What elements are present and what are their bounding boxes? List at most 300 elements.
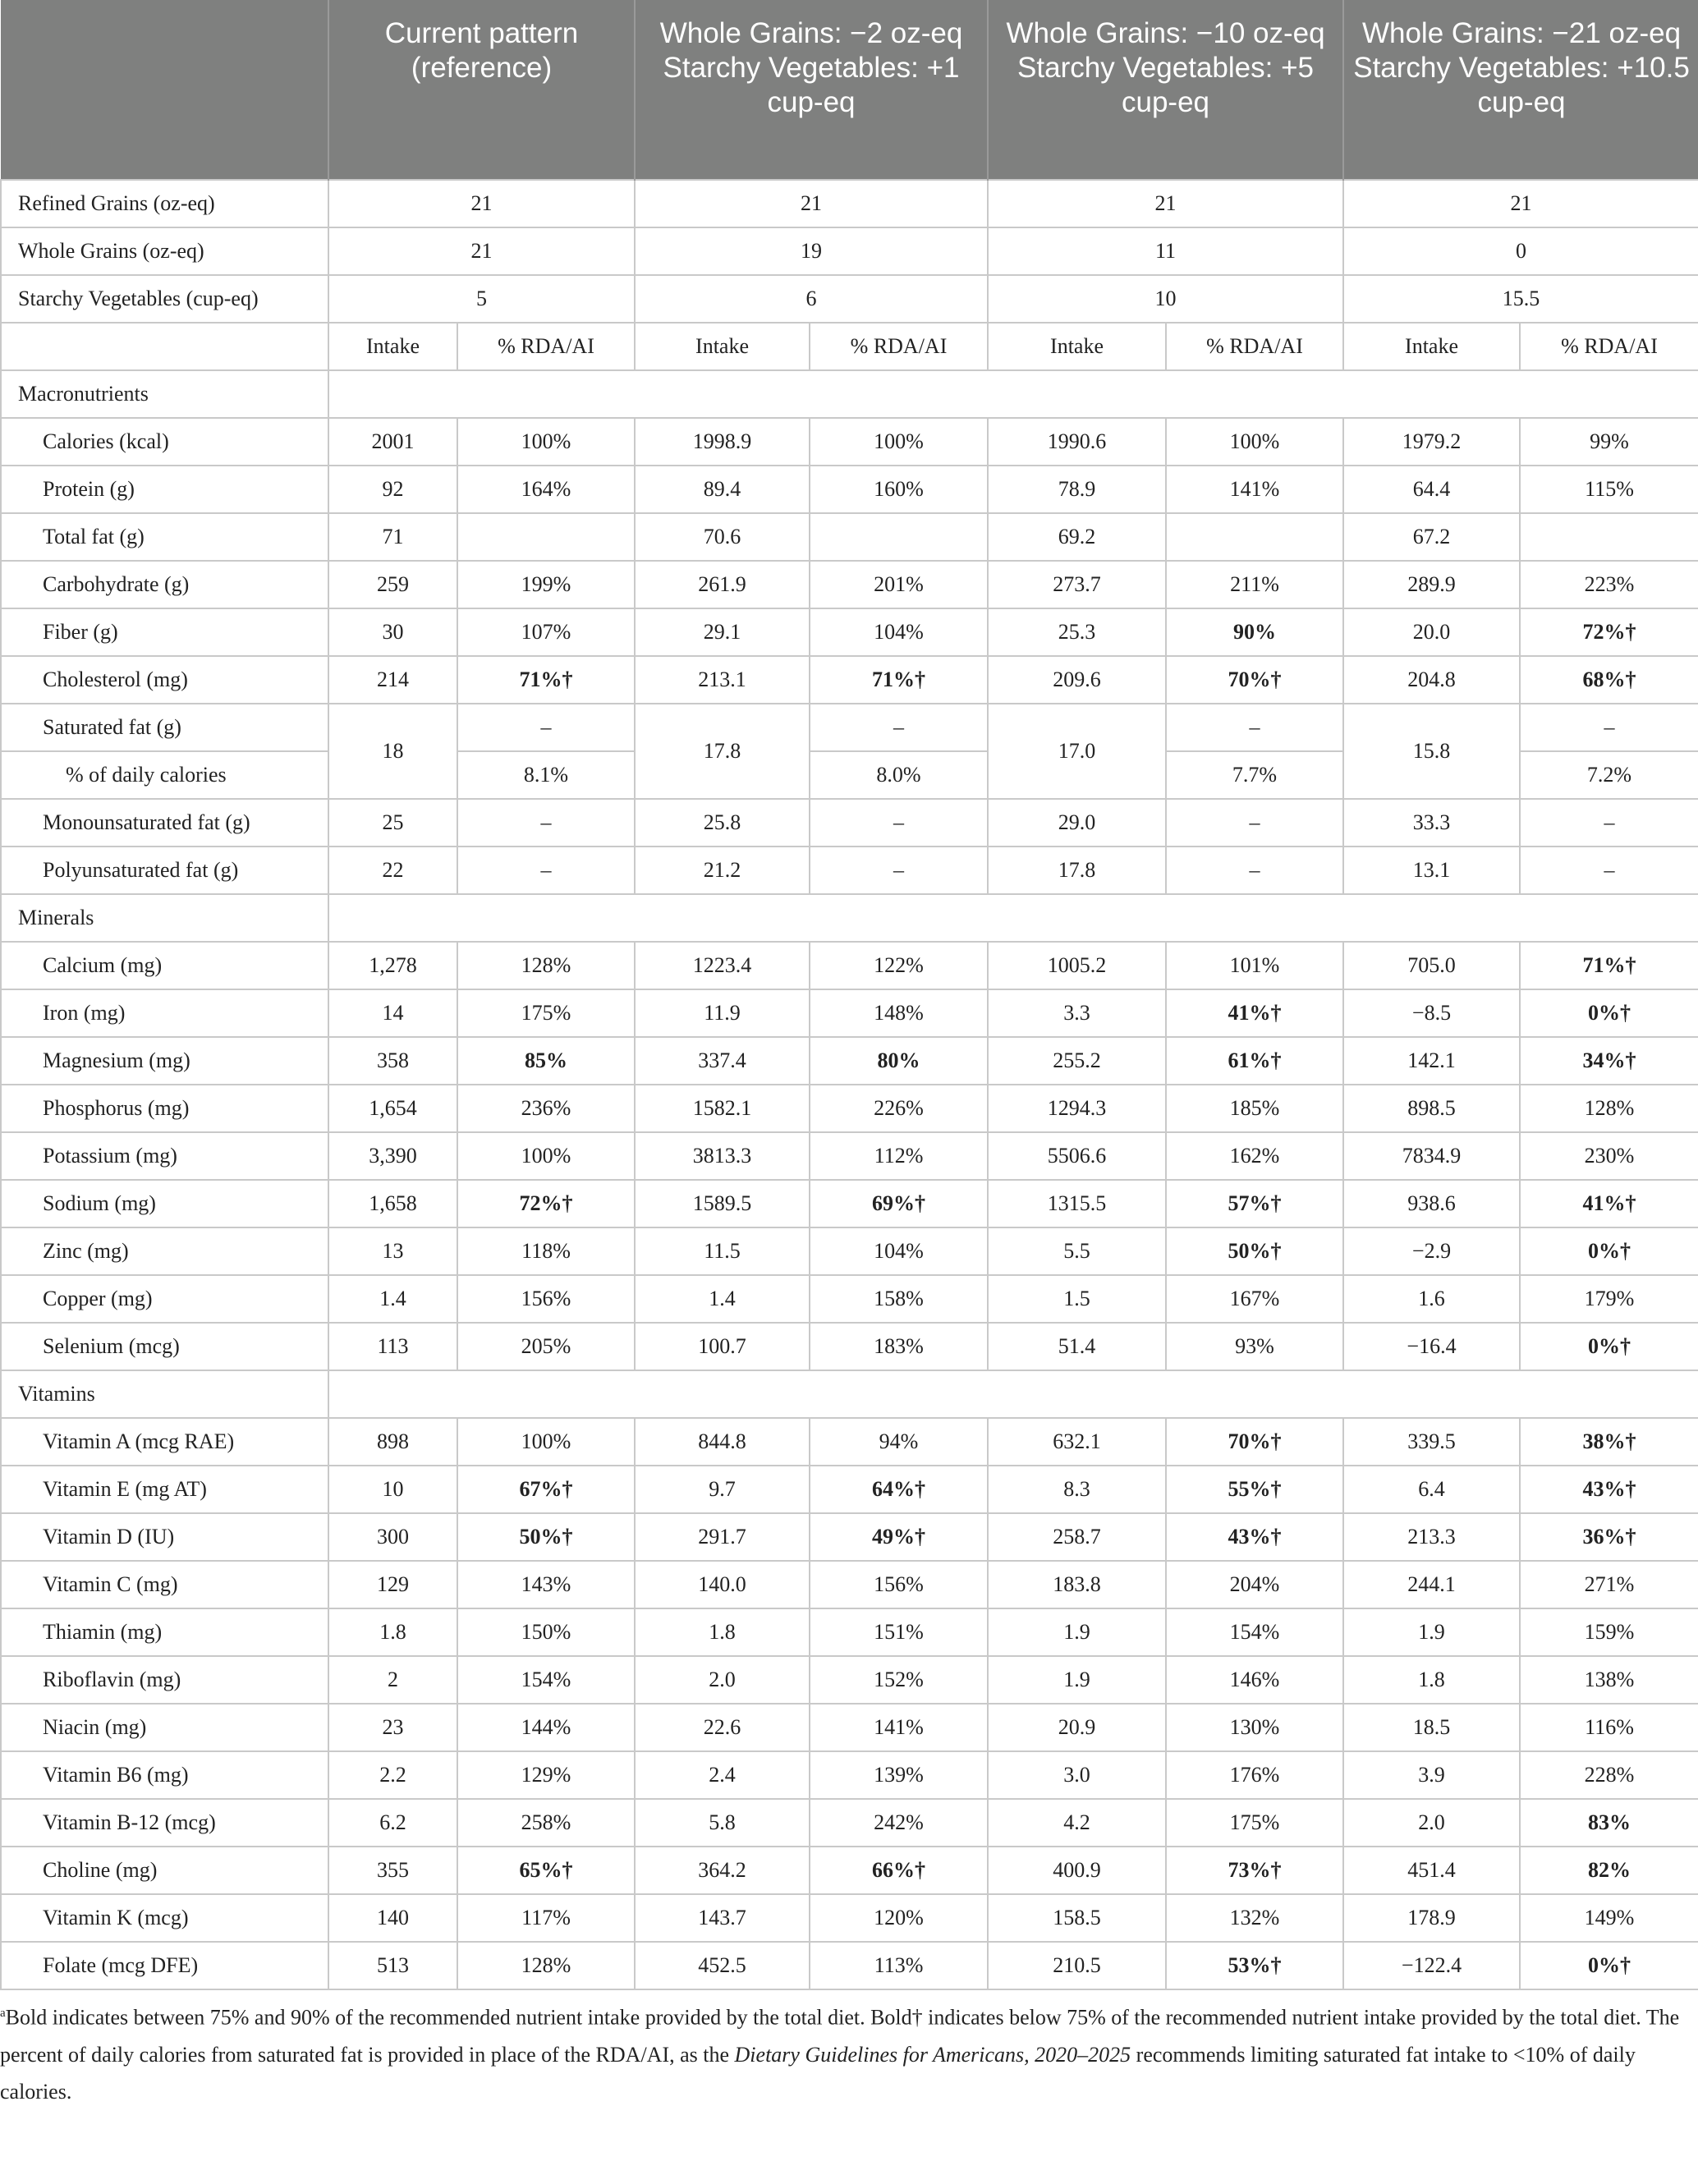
rda-value: 100% xyxy=(457,418,635,466)
intake-value: 142.1 xyxy=(1343,1037,1520,1085)
row-label: Calcium (mg) xyxy=(1,942,328,989)
intake-value: 92 xyxy=(328,466,457,513)
rda-value: – xyxy=(810,847,988,894)
intake-value: 2.0 xyxy=(1343,1799,1520,1847)
intake-value: 11.5 xyxy=(635,1227,810,1275)
rda-value: 141% xyxy=(810,1704,988,1751)
row-label: Iron (mg) xyxy=(1,989,328,1037)
intake-value: 100.7 xyxy=(635,1323,810,1370)
intake-value: 183.8 xyxy=(988,1561,1166,1608)
rda-value: 71%† xyxy=(1520,942,1698,989)
intake-value: −16.4 xyxy=(1343,1323,1520,1370)
subheader-intake: Intake xyxy=(635,323,810,370)
rda-value: 144% xyxy=(457,1704,635,1751)
intake-value: 143.7 xyxy=(635,1894,810,1942)
rda-value: 38%† xyxy=(1520,1418,1698,1466)
intake-value: 18.5 xyxy=(1343,1704,1520,1751)
rda-value: 64%† xyxy=(810,1466,988,1513)
subheader-intake: Intake xyxy=(1343,323,1520,370)
intake-value: 14 xyxy=(328,989,457,1037)
intake-value: 2001 xyxy=(328,418,457,466)
rda-value: 138% xyxy=(1520,1656,1698,1704)
rda-value: – xyxy=(1520,704,1698,751)
intake-value: 898 xyxy=(328,1418,457,1466)
intake-value: −122.4 xyxy=(1343,1942,1520,1989)
subheader-intake: Intake xyxy=(328,323,457,370)
intake-value: 64.4 xyxy=(1343,466,1520,513)
intake-value: 289.9 xyxy=(1343,561,1520,608)
rda-value: 101% xyxy=(1166,942,1343,989)
rda-value: – xyxy=(1520,847,1698,894)
intake-value: 22.6 xyxy=(635,1704,810,1751)
table-row xyxy=(1,1132,1698,1180)
intake-value: 6.4 xyxy=(1343,1466,1520,1513)
pattern-row xyxy=(1,275,1698,323)
rda-value: 160% xyxy=(810,466,988,513)
rda-value: – xyxy=(457,704,635,751)
rda-value: 50%† xyxy=(457,1513,635,1561)
row-label: Starchy Vegetables (cup-eq) xyxy=(1,275,328,323)
intake-value: 33.3 xyxy=(1343,799,1520,847)
rda-value: 129% xyxy=(457,1751,635,1799)
intake-value: 1.8 xyxy=(635,1608,810,1656)
intake-value: 13 xyxy=(328,1227,457,1275)
intake-value: 29.1 xyxy=(635,608,810,656)
rda-value: 83% xyxy=(1520,1799,1698,1847)
table-row xyxy=(1,989,1698,1037)
intake-value: 21.2 xyxy=(635,847,810,894)
rda-value: 132% xyxy=(1166,1894,1343,1942)
rda-value: 156% xyxy=(810,1561,988,1608)
row-label: Polyunsaturated fat (g) xyxy=(1,847,328,894)
intake-value: 5.8 xyxy=(635,1799,810,1847)
rda-value: 55%† xyxy=(1166,1466,1343,1513)
intake-value: 632.1 xyxy=(988,1418,1166,1466)
intake-value: 89.4 xyxy=(635,466,810,513)
rda-value: 175% xyxy=(1166,1799,1343,1847)
rda-value: 85% xyxy=(457,1037,635,1085)
row-label: Riboflavin (mg) xyxy=(1,1656,328,1704)
row-label: Vitamin B-12 (mcg) xyxy=(1,1799,328,1847)
intake-value: 25 xyxy=(328,799,457,847)
table-row xyxy=(1,608,1698,656)
pattern-row xyxy=(1,227,1698,275)
rda-value: 93% xyxy=(1166,1323,1343,1370)
section-title: Macronutrients xyxy=(1,370,328,418)
intake-value: 10 xyxy=(328,1466,457,1513)
table-row xyxy=(1,1466,1698,1513)
intake-value: 71 xyxy=(328,513,457,561)
rda-value: 65%† xyxy=(457,1847,635,1894)
rda-value: 57%† xyxy=(1166,1180,1343,1227)
rda-value: – xyxy=(457,799,635,847)
section-filler xyxy=(328,1370,1698,1418)
table-row xyxy=(1,1227,1698,1275)
footnote-marker: a xyxy=(0,2007,6,2020)
row-label: Fiber (g) xyxy=(1,608,328,656)
rda-value: 82% xyxy=(1520,1847,1698,1894)
row-label: Vitamin A (mcg RAE) xyxy=(1,1418,328,1466)
intake-value: −8.5 xyxy=(1343,989,1520,1037)
rda-value: 139% xyxy=(810,1751,988,1799)
rda-value: 8.0% xyxy=(810,751,988,799)
row-label: Calories (kcal) xyxy=(1,418,328,466)
subheader-row xyxy=(1,323,1698,370)
rda-value: 201% xyxy=(810,561,988,608)
footnote-text-2: recommends limiting saturated fat intake to <10% of daily calories. xyxy=(0,2042,1636,2104)
rda-value: 66%† xyxy=(810,1847,988,1894)
table-row xyxy=(1,1513,1698,1561)
intake-value: 22 xyxy=(328,847,457,894)
subheader-intake: Intake xyxy=(988,323,1166,370)
rda-value: 148% xyxy=(810,989,988,1037)
intake-value: 1.8 xyxy=(328,1608,457,1656)
intake-value: 705.0 xyxy=(1343,942,1520,989)
intake-value: 23 xyxy=(328,1704,457,1751)
intake-value: 2.4 xyxy=(635,1751,810,1799)
rda-value: 205% xyxy=(457,1323,635,1370)
intake-value: 1.6 xyxy=(1343,1275,1520,1323)
intake-value: 1.9 xyxy=(988,1656,1166,1704)
intake-value: 4.2 xyxy=(988,1799,1166,1847)
intake-value: 3.0 xyxy=(988,1751,1166,1799)
intake-value: 13.1 xyxy=(1343,847,1520,894)
intake-value: 1,278 xyxy=(328,942,457,989)
rda-value: 117% xyxy=(457,1894,635,1942)
rda-value: 164% xyxy=(457,466,635,513)
rda-value: 150% xyxy=(457,1608,635,1656)
rda-value: 112% xyxy=(810,1132,988,1180)
rda-value: 61%† xyxy=(1166,1037,1343,1085)
row-label: Total fat (g) xyxy=(1,513,328,561)
rda-value: 158% xyxy=(810,1275,988,1323)
intake-value: 337.4 xyxy=(635,1037,810,1085)
rda-value: 236% xyxy=(457,1085,635,1132)
rda-value: 80% xyxy=(810,1037,988,1085)
rda-value: 122% xyxy=(810,942,988,989)
table-row xyxy=(1,1180,1698,1227)
row-label: Zinc (mg) xyxy=(1,1227,328,1275)
intake-value: 244.1 xyxy=(1343,1561,1520,1608)
rda-value: 230% xyxy=(1520,1132,1698,1180)
intake-value: 1990.6 xyxy=(988,418,1166,466)
intake-value: 400.9 xyxy=(988,1847,1166,1894)
row-label: Vitamin B6 (mg) xyxy=(1,1751,328,1799)
table-row xyxy=(1,1608,1698,1656)
row-label: % of daily calories xyxy=(1,751,328,799)
pattern-value: 0 xyxy=(1343,227,1698,275)
intake-value: 158.5 xyxy=(988,1894,1166,1942)
rda-value: 0%† xyxy=(1520,1227,1698,1275)
rda-value: 179% xyxy=(1520,1275,1698,1323)
intake-value: 364.2 xyxy=(635,1847,810,1894)
intake-value: 17.8 xyxy=(988,847,1166,894)
row-label: Niacin (mg) xyxy=(1,1704,328,1751)
intake-value: 255.2 xyxy=(988,1037,1166,1085)
intake-value: 1.4 xyxy=(635,1275,810,1323)
rda-value xyxy=(457,513,635,561)
intake-value: 70.6 xyxy=(635,513,810,561)
row-label: Potassium (mg) xyxy=(1,1132,328,1180)
subheader-rda: % RDA/AI xyxy=(810,323,988,370)
intake-value: 258.7 xyxy=(988,1513,1166,1561)
intake-value: 3813.3 xyxy=(635,1132,810,1180)
rda-value: 141% xyxy=(1166,466,1343,513)
row-label: Phosphorus (mg) xyxy=(1,1085,328,1132)
rda-value: 90% xyxy=(1166,608,1343,656)
row-label: Refined Grains (oz-eq) xyxy=(1,180,328,227)
pattern-value: 11 xyxy=(988,227,1343,275)
rda-value: 128% xyxy=(1520,1085,1698,1132)
rda-value: 258% xyxy=(457,1799,635,1847)
rda-value: 94% xyxy=(810,1418,988,1466)
row-label: Folate (mcg DFE) xyxy=(1,1942,328,1989)
intake-value: 204.8 xyxy=(1343,656,1520,704)
intake-value: 355 xyxy=(328,1847,457,1894)
rda-value: 228% xyxy=(1520,1751,1698,1799)
rda-value: 100% xyxy=(1166,418,1343,466)
intake-value: 140.0 xyxy=(635,1561,810,1608)
table-row xyxy=(1,1942,1698,1989)
rda-value: 100% xyxy=(457,1418,635,1466)
pattern-value: 15.5 xyxy=(1343,275,1698,323)
intake-value: 3,390 xyxy=(328,1132,457,1180)
table-row xyxy=(1,1799,1698,1847)
pattern-value: 6 xyxy=(635,275,988,323)
intake-value: 3.9 xyxy=(1343,1751,1520,1799)
rda-value: 183% xyxy=(810,1323,988,1370)
rda-value: 72%† xyxy=(457,1180,635,1227)
rda-value: 130% xyxy=(1166,1704,1343,1751)
intake-value: 17.0 xyxy=(988,704,1166,799)
rda-value: 107% xyxy=(457,608,635,656)
rda-value: 211% xyxy=(1166,561,1343,608)
intake-value: 20.0 xyxy=(1343,608,1520,656)
pattern-value: 19 xyxy=(635,227,988,275)
intake-value: 1582.1 xyxy=(635,1085,810,1132)
header-scenario-1: Whole Grains: −2 oz-eq Starchy Vegetables: +1 cup-eq xyxy=(635,0,988,180)
intake-value: 1005.2 xyxy=(988,942,1166,989)
footnote-text-1: Bold indicates between 75% and 90% of the recommended nutrient intake provided by the total diet. Bold† indicates below 75% of the recommended nutrient intake provided by the total diet. The percent of daily calories from saturated fat is provided in place of the RDA/AI, as the xyxy=(0,2005,1680,2067)
row-label: Selenium (mcg) xyxy=(1,1323,328,1370)
intake-value: 67.2 xyxy=(1343,513,1520,561)
intake-value: 17.8 xyxy=(635,704,810,799)
subheader-rda: % RDA/AI xyxy=(1166,323,1343,370)
pattern-value: 21 xyxy=(988,180,1343,227)
intake-value: 1.9 xyxy=(1343,1608,1520,1656)
intake-value: 1.5 xyxy=(988,1275,1166,1323)
intake-value: 291.7 xyxy=(635,1513,810,1561)
rda-value: 162% xyxy=(1166,1132,1343,1180)
table-row xyxy=(1,942,1698,989)
row-label: Copper (mg) xyxy=(1,1275,328,1323)
row-label: Carbohydrate (g) xyxy=(1,561,328,608)
subheader-rda: % RDA/AI xyxy=(1520,323,1698,370)
rda-value: 115% xyxy=(1520,466,1698,513)
rda-value: 99% xyxy=(1520,418,1698,466)
rda-value: 34%† xyxy=(1520,1037,1698,1085)
subheader-empty xyxy=(1,323,328,370)
rda-value: 118% xyxy=(457,1227,635,1275)
rda-value: 159% xyxy=(1520,1608,1698,1656)
intake-value: 7834.9 xyxy=(1343,1132,1520,1180)
intake-value: 3.3 xyxy=(988,989,1166,1037)
rda-value: 7.2% xyxy=(1520,751,1698,799)
rda-value: 68%† xyxy=(1520,656,1698,704)
table-row xyxy=(1,1894,1698,1942)
intake-value: 213.1 xyxy=(635,656,810,704)
rda-value: 176% xyxy=(1166,1751,1343,1799)
table-row xyxy=(1,1847,1698,1894)
header-current-pattern: Current pattern (reference) xyxy=(328,0,635,180)
intake-value: 78.9 xyxy=(988,466,1166,513)
row-label: Saturated fat (g) xyxy=(1,704,328,751)
intake-value: 358 xyxy=(328,1037,457,1085)
intake-value: 69.2 xyxy=(988,513,1166,561)
rda-value: 100% xyxy=(457,1132,635,1180)
intake-value: 452.5 xyxy=(635,1942,810,1989)
rda-value: 43%† xyxy=(1520,1466,1698,1513)
rda-value: 50%† xyxy=(1166,1227,1343,1275)
table-row xyxy=(1,1704,1698,1751)
rda-value: 185% xyxy=(1166,1085,1343,1132)
intake-value: 113 xyxy=(328,1323,457,1370)
intake-value: 1589.5 xyxy=(635,1180,810,1227)
pattern-row xyxy=(1,180,1698,227)
intake-value: 29.0 xyxy=(988,799,1166,847)
rda-value: 7.7% xyxy=(1166,751,1343,799)
table-row xyxy=(1,656,1698,704)
intake-value: 210.5 xyxy=(988,1942,1166,1989)
rda-value: 175% xyxy=(457,989,635,1037)
intake-value: 1,654 xyxy=(328,1085,457,1132)
table-row xyxy=(1,799,1698,847)
rda-value: 204% xyxy=(1166,1561,1343,1608)
rda-value: 36%† xyxy=(1520,1513,1698,1561)
table-row xyxy=(1,1085,1698,1132)
rda-value: 143% xyxy=(457,1561,635,1608)
intake-value: 2.2 xyxy=(328,1751,457,1799)
intake-value: 11.9 xyxy=(635,989,810,1037)
intake-value: 129 xyxy=(328,1561,457,1608)
section-title: Vitamins xyxy=(1,1370,328,1418)
rda-value: 100% xyxy=(810,418,988,466)
intake-value: 8.3 xyxy=(988,1466,1166,1513)
intake-value: 1998.9 xyxy=(635,418,810,466)
rda-value: 149% xyxy=(1520,1894,1698,1942)
row-label: Magnesium (mg) xyxy=(1,1037,328,1085)
rda-value: 0%† xyxy=(1520,989,1698,1037)
rda-value: 70%† xyxy=(1166,656,1343,704)
intake-value: 30 xyxy=(328,608,457,656)
intake-value: 451.4 xyxy=(1343,1847,1520,1894)
row-label: Whole Grains (oz-eq) xyxy=(1,227,328,275)
intake-value: 6.2 xyxy=(328,1799,457,1847)
rda-value: 152% xyxy=(810,1656,988,1704)
pattern-value: 10 xyxy=(988,275,1343,323)
intake-value: 898.5 xyxy=(1343,1085,1520,1132)
rda-value: – xyxy=(810,704,988,751)
table-row xyxy=(1,1656,1698,1704)
header-empty xyxy=(1,0,328,180)
table-row xyxy=(1,418,1698,466)
pattern-value: 21 xyxy=(328,227,635,275)
subheader-rda: % RDA/AI xyxy=(457,323,635,370)
intake-value: 25.8 xyxy=(635,799,810,847)
intake-value: 140 xyxy=(328,1894,457,1942)
rda-value xyxy=(1520,513,1698,561)
rda-value: 154% xyxy=(1166,1608,1343,1656)
table-row xyxy=(1,847,1698,894)
rda-value: 70%† xyxy=(1166,1418,1343,1466)
rda-value: 67%† xyxy=(457,1466,635,1513)
section-title: Minerals xyxy=(1,894,328,942)
rda-value: 72%† xyxy=(1520,608,1698,656)
header-scenario-2: Whole Grains: −10 oz-eq Starchy Vegetables: +5 cup-eq xyxy=(988,0,1343,180)
rda-value: – xyxy=(1166,847,1343,894)
table-row xyxy=(1,513,1698,561)
row-label: Monounsaturated fat (g) xyxy=(1,799,328,847)
rda-value: 154% xyxy=(457,1656,635,1704)
row-label: Vitamin E (mg AT) xyxy=(1,1466,328,1513)
rda-value: 146% xyxy=(1166,1656,1343,1704)
row-label: Sodium (mg) xyxy=(1,1180,328,1227)
rda-value: 151% xyxy=(810,1608,988,1656)
table-row xyxy=(1,561,1698,608)
intake-value: 938.6 xyxy=(1343,1180,1520,1227)
rda-value: 116% xyxy=(1520,1704,1698,1751)
rda-value: 53%† xyxy=(1166,1942,1343,1989)
table-row xyxy=(1,1561,1698,1608)
rda-value: 271% xyxy=(1520,1561,1698,1608)
rda-value: 104% xyxy=(810,1227,988,1275)
intake-value: 1294.3 xyxy=(988,1085,1166,1132)
pattern-value: 21 xyxy=(328,180,635,227)
pattern-value: 21 xyxy=(1343,180,1698,227)
intake-value: 9.7 xyxy=(635,1466,810,1513)
rda-value: 73%† xyxy=(1166,1847,1343,1894)
row-label: Protein (g) xyxy=(1,466,328,513)
intake-value: 1.9 xyxy=(988,1608,1166,1656)
row-label: Thiamin (mg) xyxy=(1,1608,328,1656)
row-label: Vitamin D (IU) xyxy=(1,1513,328,1561)
rda-value: – xyxy=(1166,704,1343,751)
row-label: Vitamin C (mg) xyxy=(1,1561,328,1608)
intake-value: 261.9 xyxy=(635,561,810,608)
intake-value: 1.4 xyxy=(328,1275,457,1323)
rda-value: – xyxy=(1520,799,1698,847)
table-row xyxy=(1,1418,1698,1466)
intake-value: 15.8 xyxy=(1343,704,1520,799)
rda-value xyxy=(810,513,988,561)
rda-value: 49%† xyxy=(810,1513,988,1561)
rda-value: 69%† xyxy=(810,1180,988,1227)
rda-value: 0%† xyxy=(1520,1323,1698,1370)
rda-value: 120% xyxy=(810,1894,988,1942)
header-row xyxy=(1,0,1698,180)
intake-value: 51.4 xyxy=(988,1323,1166,1370)
rda-value: 113% xyxy=(810,1942,988,1989)
rda-value: 104% xyxy=(810,608,988,656)
section-header-row xyxy=(1,894,1698,942)
rda-value: 242% xyxy=(810,1799,988,1847)
rda-value: 226% xyxy=(810,1085,988,1132)
intake-value: 844.8 xyxy=(635,1418,810,1466)
pattern-value: 5 xyxy=(328,275,635,323)
intake-value: 5506.6 xyxy=(988,1132,1166,1180)
table-row xyxy=(1,1037,1698,1085)
intake-value: 259 xyxy=(328,561,457,608)
